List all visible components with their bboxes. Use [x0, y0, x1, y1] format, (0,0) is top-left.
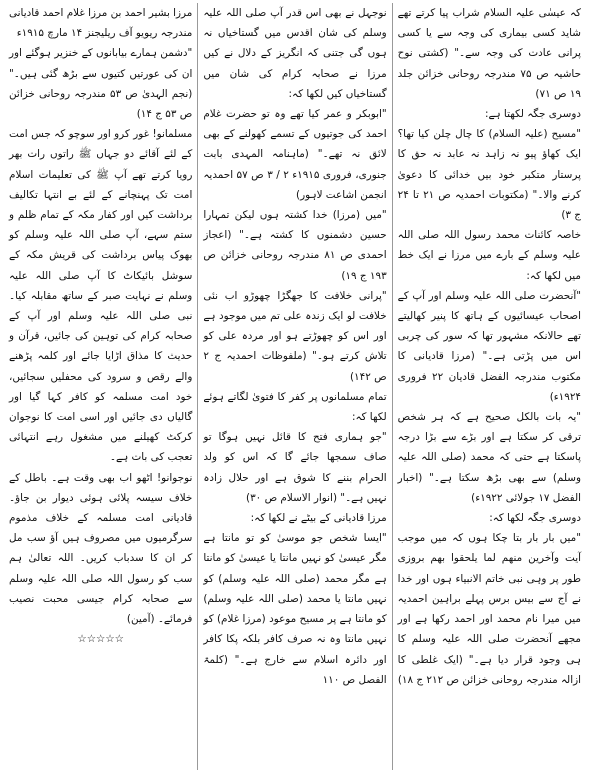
- paragraph: مسلمانو! غور کرو اور سوچو کہ جس امت کے لئے آقائے دو جہاں ﷺ راتوں رات بھر رویا کرتے تھے آپ ﷺ کی تعلیمات اسلام امت تک پہنچانے کے لئے بے انتہا تکالیف برداشت کیں اور کفار مکہ کے تمام ظلم و ستم سہے، آپ صلی اللہ علیہ وسلم کو بھوک پیاس برداشت کی قریش مکہ کے سوشل بائیکاٹ کا آپ صلی اللہ علیہ وسلم نے نہایت صبر کے ساتھ مقابلہ کیا۔ نبی صلی اللہ علیہ وسلم اور آپ کے صحابہ کرام کی توہین کی جائیں، قرآن و حدیث کا مذاق اڑایا جائے اور کلمہ پڑھنے والے رقص و سرود کی محفلیں سجائیں، خود امت مسلمہ کو کافر کہا گیا اور گالیاں دی جائیں اور اسی امت کا نوجوان کرکٹ کھیلنے میں مشغول رہے انتہائی تعجب کی بات ہے۔: [9, 128, 193, 464]
- paragraph: "دشمن ہمارے بیابانوں کے خنزیر ہوگئے اور ان کی عورتیں کتیوں سے بڑھ گئی ہیں۔" (نجم الہدیٰ ص ۵۳ مندرجہ روحانی خزائن ص ۵۳ ج ۱۴): [9, 47, 193, 121]
- separator-stars: ☆☆☆☆☆: [77, 633, 124, 646]
- column-middle: [198, 3, 391, 770]
- paragraph: "میں (مرزا) خدا کشتہ ہوں لیکن تمہارا حسین دشمنوں کا کشتہ ہے۔" (اعجاز احمدی ص ۸۱ مندرجہ روحانی خزائن ص ۱۹۳ ج ۱۹): [203, 209, 387, 282]
- paragraph: "میں بار بار بتا چکا ہوں کہ میں موجب آیت وآخرین منھم لما یلحقوا بھم بروزی طور پر وہی نبی خاتم الانبیاء ہوں اور خدا نے آج سے بیس برس پہلے براہین احمدیہ میں میرا نام محمد اور احمد رکھا ہے اور مجھے آنحضرت صلی اللہ علیہ وسلم کا ہی وجود قرار دیا ہے۔" (ایک غلطی کا ازالہ مندرجہ روحانی خزائن ص ۲۱۲ ج ۱۸): [397, 532, 581, 686]
- paragraph: تمام مسلمانوں پر کفر کا فتویٰ لگاتے ہوئے لکھا کہ:: [203, 390, 387, 424]
- paragraph: نوجہل نے بھی اس قدر آپ صلی اللہ علیہ وسلم کی شان اقدس میں گستاخیاں نہ ہوں گی جتنی کہ انگریز کے دلال نے کیں مرزا نے صحابہ کرام کی شان میں گستاخیاں کیں لکھا کہ:: [203, 7, 387, 100]
- paragraph: دوسری جگہ لکھتا ہے:: [484, 108, 581, 121]
- paragraph: "مسیح (علیہ السلام) کا چال چلن کیا تھا؟ ایک کھاؤ پیو نہ زاہد نہ عابد نہ حق کا پرستار متکبر خود بیں خدائی کا دعویٰ کرنے والا۔" (مکتوبات احمدیہ ص ۲۱ تا ۲۴ ج ۳): [397, 128, 581, 222]
- paragraph: "یہ بات بالکل صحیح ہے کہ ہر شخص ترقی کر سکتا ہے اور بڑے سے بڑا درجہ پاسکتا ہے حتی کہ محمد (صلی اللہ علیہ وسلم) سے بھی بڑھ سکتا ہے۔" (اخبار الفضل ۱۷ جولائی ۱۹۲۲ء): [397, 411, 581, 504]
- paragraph: کہ عیسٰی علیہ السلام شراب پیا کرتے تھے شاید کسی بیماری کی وجہ سے یا کسی پرانی عادت کی وجہ سے۔" (کشتی نوح حاشیہ ص ۷۵ مندرجہ روحانی خزائن جلد ۱۹ ص ۷۱): [397, 7, 581, 100]
- newspaper-page: [4, 3, 586, 770]
- paragraph: خاصہ کائنات محمد رسول اللہ صلی اللہ علیہ وسلم کے بارے میں مرزا نے ایک خط میں لکھا کہ:: [397, 229, 581, 282]
- column-left: [4, 3, 197, 770]
- paragraph: دوسری جگہ لکھا کہ:: [489, 512, 581, 525]
- paragraph: نوجوانو! اٹھو اب بھی وقت ہے۔ باطل کے خلاف سیسہ پلائی ہوئی دیوار بن جاؤ۔ قادیانی امت مسلمہ کے خلاف مذموم سرگرمیوں میں مصروف ہیں آؤ سب مل کر ان کا سدباب کریں۔ اللہ تعالیٰ ہم سب کو رسول اللہ صلی اللہ علیہ وسلم سے صحابہ کرام جیسی محبت نصیب فرمائے۔ (آمین): [9, 471, 193, 626]
- paragraph: مرزا بشیر احمد بن مرزا غلام احمد قادیانی مندرجہ ریویو آف ریلیجنز ۱۴ مارچ ۱۹۱۵ء: [9, 7, 193, 40]
- paragraph: "ابوبکر و عمر کیا تھے وہ تو حضرت غلام احمد کی جوتیوں کے تسمے کھولنے کے بھی لائق نہ تھے۔" (ماہنامہ المہدی بابت جنوری، فروری ۱۹۱۵ء ۲ / ۳ ص ۵۷ احمدیہ انجمن اشاعت لاہور): [203, 108, 387, 201]
- paragraph: "آنحضرت صلی اللہ علیہ وسلم اور آپ کے اصحاب عیسائیوں کے ہاتھ کا پنیر کھالیتے تھے حالانکہ مشہور تھا کہ سور کی چربی اس میں پڑتی ہے۔" (مرزا قادیانی کا مکتوب مندرجہ الفضل قادیان ۲۲ فروری ۱۹۲۴ء): [397, 289, 581, 403]
- paragraph: "جو ہماری فتح کا قائل نہیں ہوگا تو صاف سمجھا جائے گا کہ اس کو ولد الحرام بننے کا شوق ہے اور حلال زادہ نہیں ہے۔" (انوار الاسلام ص ۳۰): [203, 431, 387, 504]
- paragraph: مرزا قادیانی کے بیٹے نے لکھا کہ:: [250, 512, 387, 525]
- paragraph: "پرانی خلافت کا جھگڑا چھوڑو اب نئی خلافت لو ایک زندہ علی تم میں موجود ہے اور اس کو چھوڑتے ہو اور مردہ علی کو تلاش کرتے ہو۔" (ملفوظات احمدیہ ج ۲ ص ۱۴۲): [203, 289, 387, 383]
- paragraph: "ایسا شخص جو موسیٰ کو تو مانتا ہے مگر عیسیٰ کو نہیں مانتا یا عیسیٰ کو مانتا ہے مگر محمد (صلی اللہ علیہ وسلم) کو نہیں مانتا یا محمد (صلی اللہ علیہ وسلم) کو مانتا ہے پر مسیح موعود (مرزا غلام) کو نہیں مانتا وہ نہ صرف کافر بلکہ پکا کافر اور دائرہ اسلام سے خارج ہے۔" (کلمۃ الفصل ص ۱۱۰: [203, 532, 387, 686]
- column-right: [393, 3, 586, 770]
